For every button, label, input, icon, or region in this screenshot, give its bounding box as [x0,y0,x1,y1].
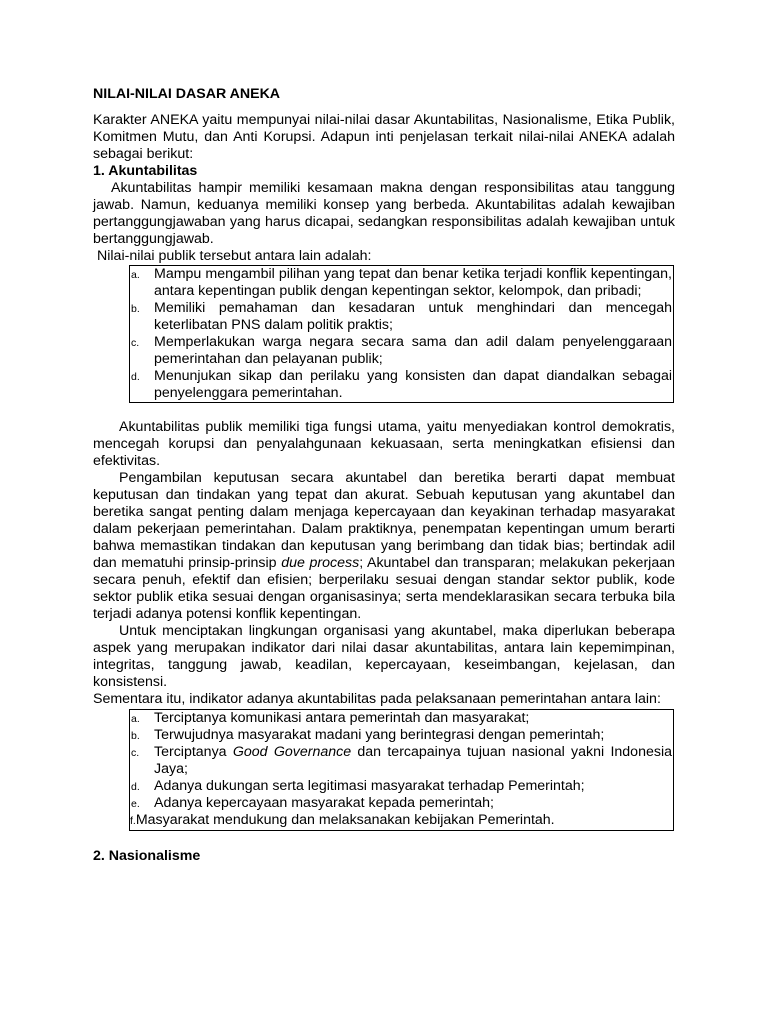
list-item [130,812,672,830]
list-item [130,795,672,812]
list-item-text: Memiliki pemahaman dan kesadaran untuk menghindari dan mencegah keterlibatan PNS dalam politik praktis; [154,300,672,333]
decision-making-paragraph [93,470,675,623]
list-item-text: Menunjukan sikap dan perilaku yang konsisten dan dapat diandalkan sebagai penyelenggara pemerintahan. [154,368,672,401]
list-item-label: a. [131,713,140,725]
list-item-text: Adanya dukungan serta legitimasi masyarakat terhadap Pemerintah; [154,778,585,794]
list-item [130,727,672,744]
list-item-text-b: dan tercapainya tujuan nasional yakni Indonesia Jaya; [154,744,672,777]
akuntabilitas-definition-paragraph: Akuntabilitas hampir memiliki kesamaan makna dengan responsibilitas atau tanggung jawab. Namun, keduanya memiliki konsep yang berbeda. Akuntabilitas adalah kewajiban pertanggungjawaban yang harus dicapai, sedangkan responsibilitas adalah kewajiban untuk bertanggungjawab. [93,180,675,247]
public-values-list-box [129,265,674,403]
list-item [130,778,672,795]
list-item-text: Mampu mengambil pilihan yang tepat dan benar ketika terjadi konflik kepentingan, antara kepentingan publik dengan kepentingan sektor, kelompok, dan pribadi; [154,266,672,299]
section-heading-akuntabilitas: 1. Akuntabilitas [93,163,198,179]
list-item-label: b. [131,303,140,315]
list-item [130,744,672,778]
list-item-label: e. [131,798,140,810]
list-item-label: a. [131,269,140,281]
list-item-label: d. [131,371,140,383]
organization-indicators-paragraph: Untuk menciptakan lingkungan organisasi yang akuntabel, maka diperlukan beberapa aspek yang merupakan indikator dari nilai dasar akuntabilitas, antara lain kepemimpinan, integritas, tanggung jawab, keadilan, kepercayaan, keseimbangan, kejelasan, dan konsistensi. [93,623,675,690]
spacer [93,831,675,848]
list-item-label: b. [131,730,140,742]
good-governance-term: Good Governance [232,744,352,760]
list-item-text: Terciptanya komunikasi antara pemerintah dan masyarakat; [154,710,530,726]
government-indicators-list-box [129,709,674,831]
decision-making-text-b: ; Akuntabel dan transparan; melakukan pekerjaan secara penuh, efektif dan efisien; berperilaku sesuai dengan standar sektor publik, kode sektor publik etika sesuai dengan organisasinya; serta mendeklarasikan secara terbuka bila terjadi adanya potensi konflik kepentingan. [93,555,675,622]
intro-paragraph: Karakter ANEKA yaitu mempunyai nilai-nilai dasar Akuntabilitas, Nasionalisme, Etika Publik, Komitmen Mutu, dan Anti Korupsi. Adapun inti penjelasan terkait nilai-nilai ANEKA adalah sebagai berikut: [93,112,675,162]
list-item-text: Adanya kepercayaan masyarakat kepada pemerintah; [154,795,494,811]
government-indicators-intro: Sementara itu, indikator adanya akuntabilitas pada pelaksanaan pemerintahan antara lain: [93,691,661,707]
list-item-label: c. [131,747,140,759]
spacer [93,403,675,419]
document-title: NILAI-NILAI DASAR ANEKA [93,86,281,102]
list-item [130,368,672,402]
due-process-term: due process [281,555,360,571]
list-item [130,300,672,334]
list-item-text: Terwujudnya masyarakat madani yang berintegrasi dengan pemerintah; [154,727,605,743]
list-item-label: c. [131,337,140,349]
list-item-text: Memperlakukan warga negara secara sama dan adil dalam penyelenggaraan pemerintahan dan pelayanan publik; [154,334,672,367]
public-values-intro: Nilai-nilai publik tersebut antara lain adalah: [97,248,372,264]
accountability-functions-paragraph: Akuntabilitas publik memiliki tiga fungsi utama, yaitu menyediakan kontrol demokratis, mencegah korupsi dan penyalahgunaan kekuasaan, serta meningkatkan efisiensi dan efektivitas. [93,419,675,469]
document-body [93,86,675,865]
decision-making-text-a: Pengambilan keputusan secara akuntabel dan beretika berarti dapat membuat keputusan dan tindakan yang tepat dan akurat. Sebuah keputusan yang akuntabel dan beretika sangat penting dalam menjaga kepercayaan dan keyakinan terhadap masyarakat dalam pekerjaan pemerintahan. Dalam praktiknya, penempatan kepentingan umum berarti bahwa memastikan tindakan dan keputusan yang berimbang dan tidak bias; bertindak adil dan mematuhi prinsip-prinsip [93,470,675,571]
list-item [130,334,672,368]
list-item-label: f. [130,815,136,827]
list-item-text-a: Terciptanya [154,744,233,760]
section-heading-nasionalisme: 2. Nasionalisme [93,848,201,864]
list-item-label: d. [131,781,140,793]
list-item [130,266,672,300]
list-item-text: Masyarakat mendukung dan melaksanakan kebijakan Pemerintah. [135,812,555,828]
list-item [130,710,672,727]
